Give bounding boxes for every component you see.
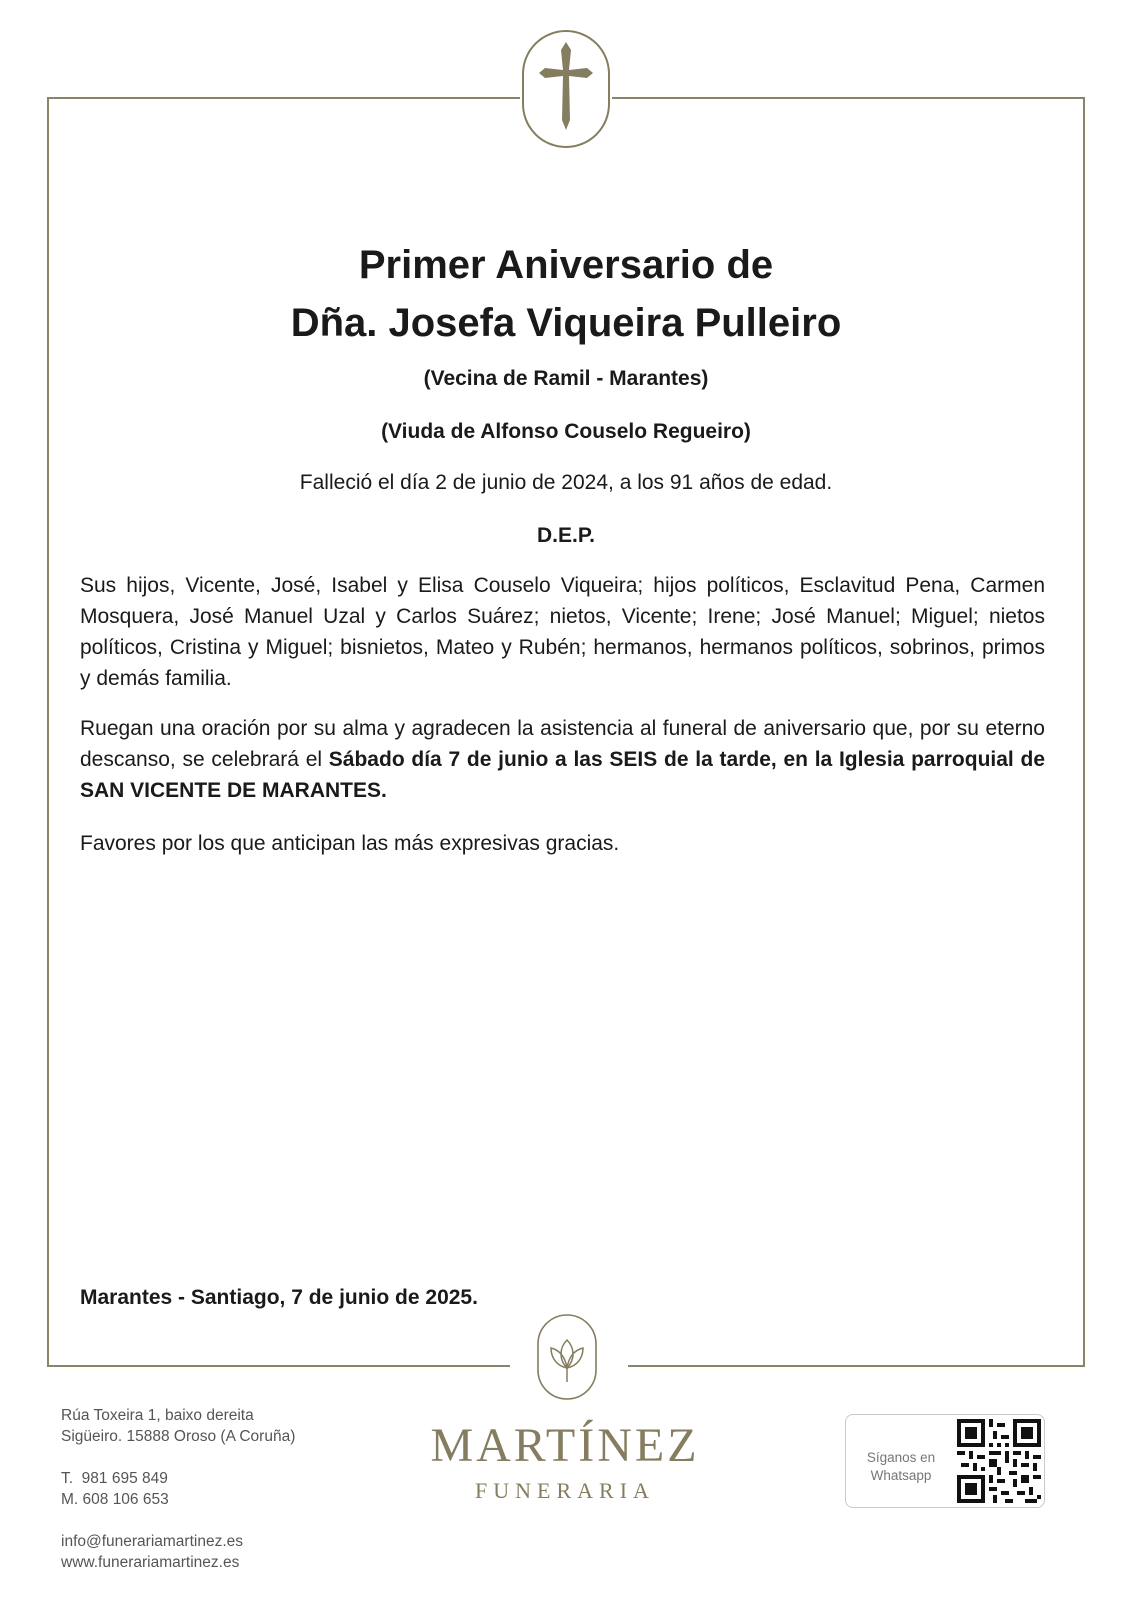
address-line-1: Rúa Toxeira 1, baixo dereita [61,1407,254,1424]
title-line-2: Dña. Josefa Viqueira Pulleiro [290,301,842,345]
family-paragraph: Sus hijos, Vicente, José, Isabel y Elisa Couselo Viqueira; hijos políticos, Esclavitud Pena, Carmen Mosquera, José Manuel Uzal y Carlos Suárez; nietos, Vicente; Irene; José Manuel; Miguel; nietos políticos, Cristina y Miguel; bisnietos, Mateo y Rubén; hermanos, hermanos políticos, sobrinos, primos y demás familia. [80,574,1045,690]
prayer-intro: Ruegan una oración por su alma y agradecen la asistencia al funeral de aniversario que, por su eterno descanso, se celebrará el [80,717,1045,771]
whatsapp-line-2: Whatsapp [870,1468,932,1483]
title-line-1: Primer Aniversario de [358,243,774,287]
website-address: www.funerariamartinez.es [61,1554,240,1571]
brand-subtitle: FUNERARIA [475,1478,655,1503]
lotus-logo-icon [535,1312,599,1402]
whatsapp-card [845,1414,1045,1508]
funeral-home-contact [61,1405,295,1573]
mobile-number: M. 608 106 653 [61,1491,169,1508]
dep-line: D.E.P. [537,524,595,547]
thanks-line: Favores por los que anticipan las más expresivas gracias. [80,832,620,855]
phone-number: T. 981 695 849 [61,1470,168,1487]
address-line-2: Sigüeiro. 15888 Oroso (A Coruña) [61,1428,296,1445]
death-line: Falleció el día 2 de junio de 2024, a los 91 años de edad. [299,471,833,494]
resident-line: (Vecina de Ramil - Marantes) [423,367,709,390]
prayer-ceremony-details: Sábado día 7 de junio a las SEIS de la tarde, en la Iglesia parroquial de SAN VICENTE DE MARANTES. [80,748,1046,802]
widow-line: (Viuda de Alfonso Couselo Regueiro) [381,420,751,443]
notice-title [80,236,1052,352]
email-address: info@funerariamartinez.es [61,1533,244,1550]
brand-logo [400,1418,730,1506]
prayer-paragraph [80,713,1045,806]
qr-code-icon[interactable] [957,1419,1041,1503]
lotus-emblem [535,1312,599,1402]
whatsapp-text [856,1449,946,1485]
whatsapp-line-1: Síganos en [866,1450,936,1465]
cross-emblem [520,28,612,150]
brand-name: MARTÍNEZ [430,1419,700,1472]
place-date: Marantes - Santiago, 7 de junio de 2025. [80,1286,478,1309]
cross-icon [520,28,612,150]
